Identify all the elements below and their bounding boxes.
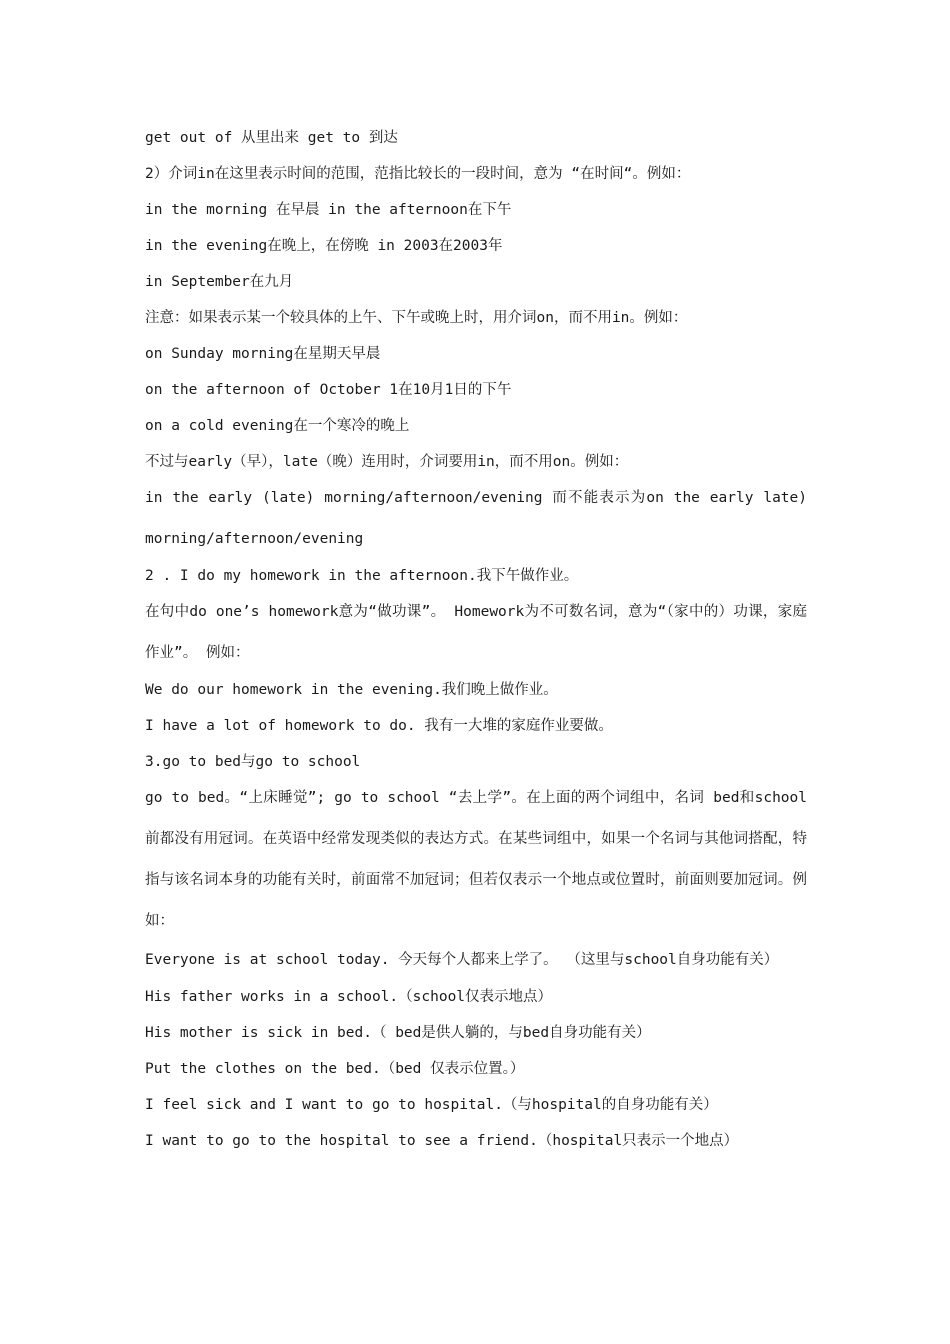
text-line: I want to go to the hospital to see a friend.（hospital只表示一个地点） [145,1133,739,1149]
text-line: 3.go to bed与go to school [145,754,361,770]
text-paragraph: in the early (late) morning/afternoon/evening 而不能表示为on the early late) morning/afternoon/evening [145,490,807,547]
text-line: His mother is sick in bed.（ bed是供人躺的，与bed自身功能有关） [145,1025,651,1041]
text-line: I have a lot of homework to do. 我有一大堆的家庭作业要做。 [145,718,613,734]
text-line: in September在九月 [145,274,294,290]
text-line: His father works in a school.（school仅表示地点） [145,989,553,1005]
text-paragraph: go to bed。“上床睡觉”; go to school “去上学”。在上面的两个词组中，名词 bed和school前都没有用冠词。在英语中经常发现类似的表达方式。在某些词组中，如果一个名词与其他词搭配，特指与该名词本身的功能有关时，前面常不加冠词；但若仅表示一个地点或位置时，前面则要加冠词。例如： [145,790,807,929]
text-line: I feel sick and I want to go to hospital.（与hospital的自身功能有关） [145,1097,718,1113]
text-line: 注意：如果表示某一个较具体的上午、下午或晚上时，用介词on，而不用in。例如： [145,310,688,326]
text-line: in the evening在晚上，在傍晚 in 2003在2003年 [145,238,503,254]
text-line: We do our homework in the evening.我们晚上做作业。 [145,682,558,698]
text-line: in the morning 在早晨 in the afternoon在下午 [145,202,512,218]
text-paragraph: 在句中do one’s homework意为“做功课”。 Homework为不可数名词，意为“（家中的）功课，家庭作业”。 例如： [145,604,807,661]
text-line: Put the clothes on the bed.（bed 仅表示位置。） [145,1061,525,1077]
text-line: on the afternoon of October 1在10月1日的下午 [145,382,512,398]
text-line: on a cold evening在一个寒冷的晚上 [145,418,410,434]
text-paragraph: Everyone is at school today. 今天每个人都来上学了。 （这里与school自身功能有关） [145,952,779,968]
text-line: 2）介词in在这里表示时间的范围，范指比较长的一段时间，意为 “在时间“。例如： [145,166,691,182]
text-line: 2 . I do my homework in the afternoon.我下午做作业。 [145,568,579,584]
text-line: on Sunday morning在星期天早晨 [145,346,381,362]
text-line: get out of 从里出来 get to 到达 [145,130,398,146]
document-body [145,120,807,1159]
text-line: 不过与early（早），late（晚）连用时，介词要用in，而不用on。例如： [145,454,629,470]
